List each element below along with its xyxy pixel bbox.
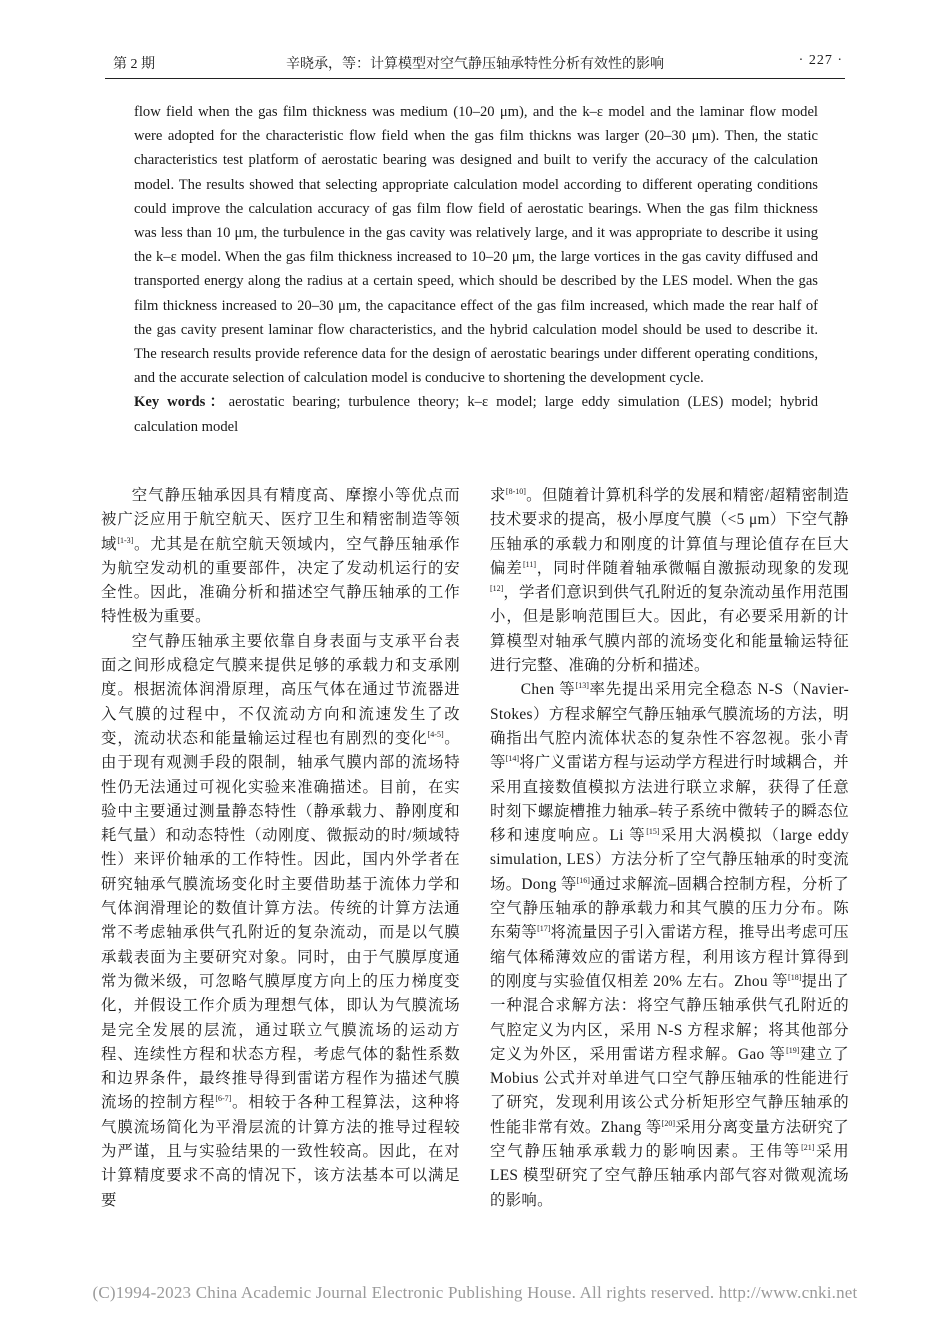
keywords-separator: ： <box>205 394 229 411</box>
citation: [17] <box>537 924 551 934</box>
citation: [12] <box>490 584 504 594</box>
text-run: 空气静压轴承因具有精度高、摩擦小等优点而被广泛应用于航空航天、医疗卫生和精密制造等领域 <box>101 487 460 553</box>
english-abstract <box>134 100 818 439</box>
text-run: 采用大涡模拟（large eddy simulation, LES）方法分析了空气静压轴承的时变流场。Dong 等 <box>490 827 849 893</box>
header-rule <box>105 78 845 79</box>
text-run: 。相较于各种工程算法，这种将气膜流场简化为平滑层流的计算方法的推导过程较为严谨，且与实验结果的一致性较高。因此，在对计算精度要求不高的情况下，该方法基本可以满足要 <box>101 1094 461 1209</box>
right-column <box>490 484 849 1213</box>
text-run: 将流量因子引入雷诺方程，推导出考虑可压缩气体稀薄效应的雷诺方程，利用该方程计算得到的刚度与实验值仅相差 20% 左右。Zhou 等 <box>490 924 849 990</box>
intro-paragraph-1 <box>101 484 460 630</box>
text-run: 空气静压轴承主要依靠自身表面与支承平台表面之间形成稳定气膜来提供足够的承载力和支承刚度。根据流体润滑原理，高压气体在通过节流器进入气膜的过程中，不仅流动方向和流速发生了改变，流动状态和能量输运过程也有剧烈的变化 <box>101 632 460 747</box>
copyright-footer: (C)1994-2023 China Academic Journal Electronic Publishing House. All rights reserved. http://www.cnki.net <box>92 1283 858 1302</box>
citation: [14] <box>505 754 520 764</box>
intro-paragraph-2-continued <box>490 484 849 678</box>
intro-paragraph-2 <box>101 630 460 1213</box>
citation: [6-7] <box>215 1094 232 1104</box>
text-run: 采用分离变量方法研究了空气静压轴承承载力的影响因素。王伟等 <box>490 1118 849 1161</box>
running-header <box>105 50 845 78</box>
keywords-label: Key words <box>134 394 206 411</box>
citation: [16] <box>576 875 590 885</box>
page-number: · 227 · <box>798 53 843 68</box>
running-title: 辛晓承，等：计算模型对空气静压轴承特性分析有效性的影响 <box>286 57 664 72</box>
keywords-text: aerostatic bearing; turbulence theory; k–ε model; large eddy simulation (LES) model; hybrid calculation model <box>134 394 818 435</box>
text-run: ，同时伴随着轴承微幅自激振动现象的发现 <box>535 559 849 577</box>
text-run: 率先提出采用完全稳态 N-S（Navier-Stokes）方程求解空气静压轴承气膜流场的方法，明确指出气腔内流体状态的复杂性不容忽视。张小青等 <box>490 681 850 772</box>
citation: [19] <box>786 1045 800 1055</box>
citation: [21] <box>801 1142 815 1152</box>
citation: [1-3] <box>117 535 134 545</box>
citation: [4-5] <box>427 729 444 739</box>
abstract-text: flow field when the gas film thickness was medium (10–20 μm), and the k–ε model and the laminar flow model were adopted for the characteristic flow field when the gas film thickns was larger (20–30 μm). Then, the static characteristics test platform of aerostatic bearing was designed and built to verify the accuracy of the calculation model. The results showed that selecting appropriate calculation model according to different operating conditions could improve the calculation accuracy of gas film flow field of aerostatic bearings. When the gas film thickness was less than 10 μm, the turbulence in the gas cavity was relatively large, and it was appropriate to describe it using the k–ε model. When the gas film thickness increased to 10–20 μm, the large vortices in the gas cavity diffused and transported energy along the radius at a certain speed, which should be described by the LES model. When the gas film thickness increased to 20–30 μm, the capacitance effect of the gas film increased, which made the rear half of the gas cavity present laminar flow characteristics, and the hybrid calculation model should be used to describe it. The research results provide reference data for the design of aerostatic bearings under different operating conditions, and the accurate selection of calculation model is conducive to shortening the development cycle. <box>134 104 818 387</box>
left-column <box>101 484 460 1213</box>
text-run: 。尤其是在航空航天领域内，空气静压轴承作为航空发动机的重要部件，决定了发动机运行的安全性。因此，准确分析和描述空气静压轴承的工作特性极为重要。 <box>101 535 460 626</box>
citation: [20] <box>661 1118 675 1128</box>
text-run: 通过求解流–固耦合控制方程，分析了空气静压轴承的静承载力和其气膜的压力分布。陈东菊等 <box>490 875 849 942</box>
citation: [11] <box>522 559 536 569</box>
text-run: 建立了 Mobius 公式并对单进气口空气静压轴承的性能进行了研究，发现利用该公式分析矩形空气静压轴承的性能非常有效。Zhang 等 <box>490 1045 849 1136</box>
text-run: 求 <box>490 487 506 504</box>
citation: [18] <box>788 972 802 982</box>
literature-review-paragraph <box>490 678 849 1213</box>
citation: [15] <box>646 827 660 837</box>
text-run: 提出了一种混合求解方法：将空气静压轴承供气孔附近的气腔定义为内区，采用 N-S 方程求解；将其他部分定义为外区，采用雷诺方程求解。Gao 等 <box>490 972 849 1063</box>
issue-number: 第 2 期 <box>113 57 155 72</box>
text-run: 。由于现有观测手段的限制，轴承气膜内部的流场特性仍无法通过可视化实验来准确描述。目前，在实验中主要通过测量静态特性（静承载力、静刚度和耗气量）和动态特性（动刚度、微振动的时/频域特性）来评价轴承的工作特性。因此，国内外学者在研究轴承气膜流场变化时主要借助基于流体力学和气体润滑理论的数值计算方法。传统的计算方法通常不考虑轴承供气孔附近的复杂流动，而是以气膜承载表面为主要研究对象。同时，由于气膜厚度通常为微米级，可忽略气膜厚度方向上的压力梯度变化，并假设工作介质为理想气体，即认为气膜流场是完全发展的层流，通过联立气膜流场的运动方程、连续性方程和状态方程，考虑气体的黏性系数和边界条件，最终推导得到雷诺方程作为描述气膜流场的控制方程 <box>101 729 460 1112</box>
text-run: 。但随着计算机科学的发展和精密/超精密制造技术要求的提高，极小厚度气膜（<5 μm）下空气静压轴承的承载力和刚度的计算值与理论值存在巨大偏差 <box>490 487 849 577</box>
citation: [13] <box>575 681 589 691</box>
citation: [8-10] <box>505 486 526 496</box>
keywords-line <box>134 390 818 438</box>
text-run: 采用 LES 模型研究了空气静压轴承内部气容对微观流场的影响。 <box>490 1143 849 1209</box>
text-run: 将广义雷诺方程与运动学方程进行时域耦合，并采用直接数值模拟方法进行联立求解，获得了任意时刻下螺旋槽推力轴承–转子系统中微转子的瞬态位移和速度响应。Li 等 <box>490 754 849 845</box>
text-run: Chen 等 <box>520 681 576 699</box>
text-run: ，学者们意识到供气孔附近的复杂流动虽作用范围小，但是影响范围巨大。因此，有必要采用新的计算模型对轴承气膜内部的流场变化和能量输运特征进行完整、准确的分析和描述。 <box>490 584 849 675</box>
